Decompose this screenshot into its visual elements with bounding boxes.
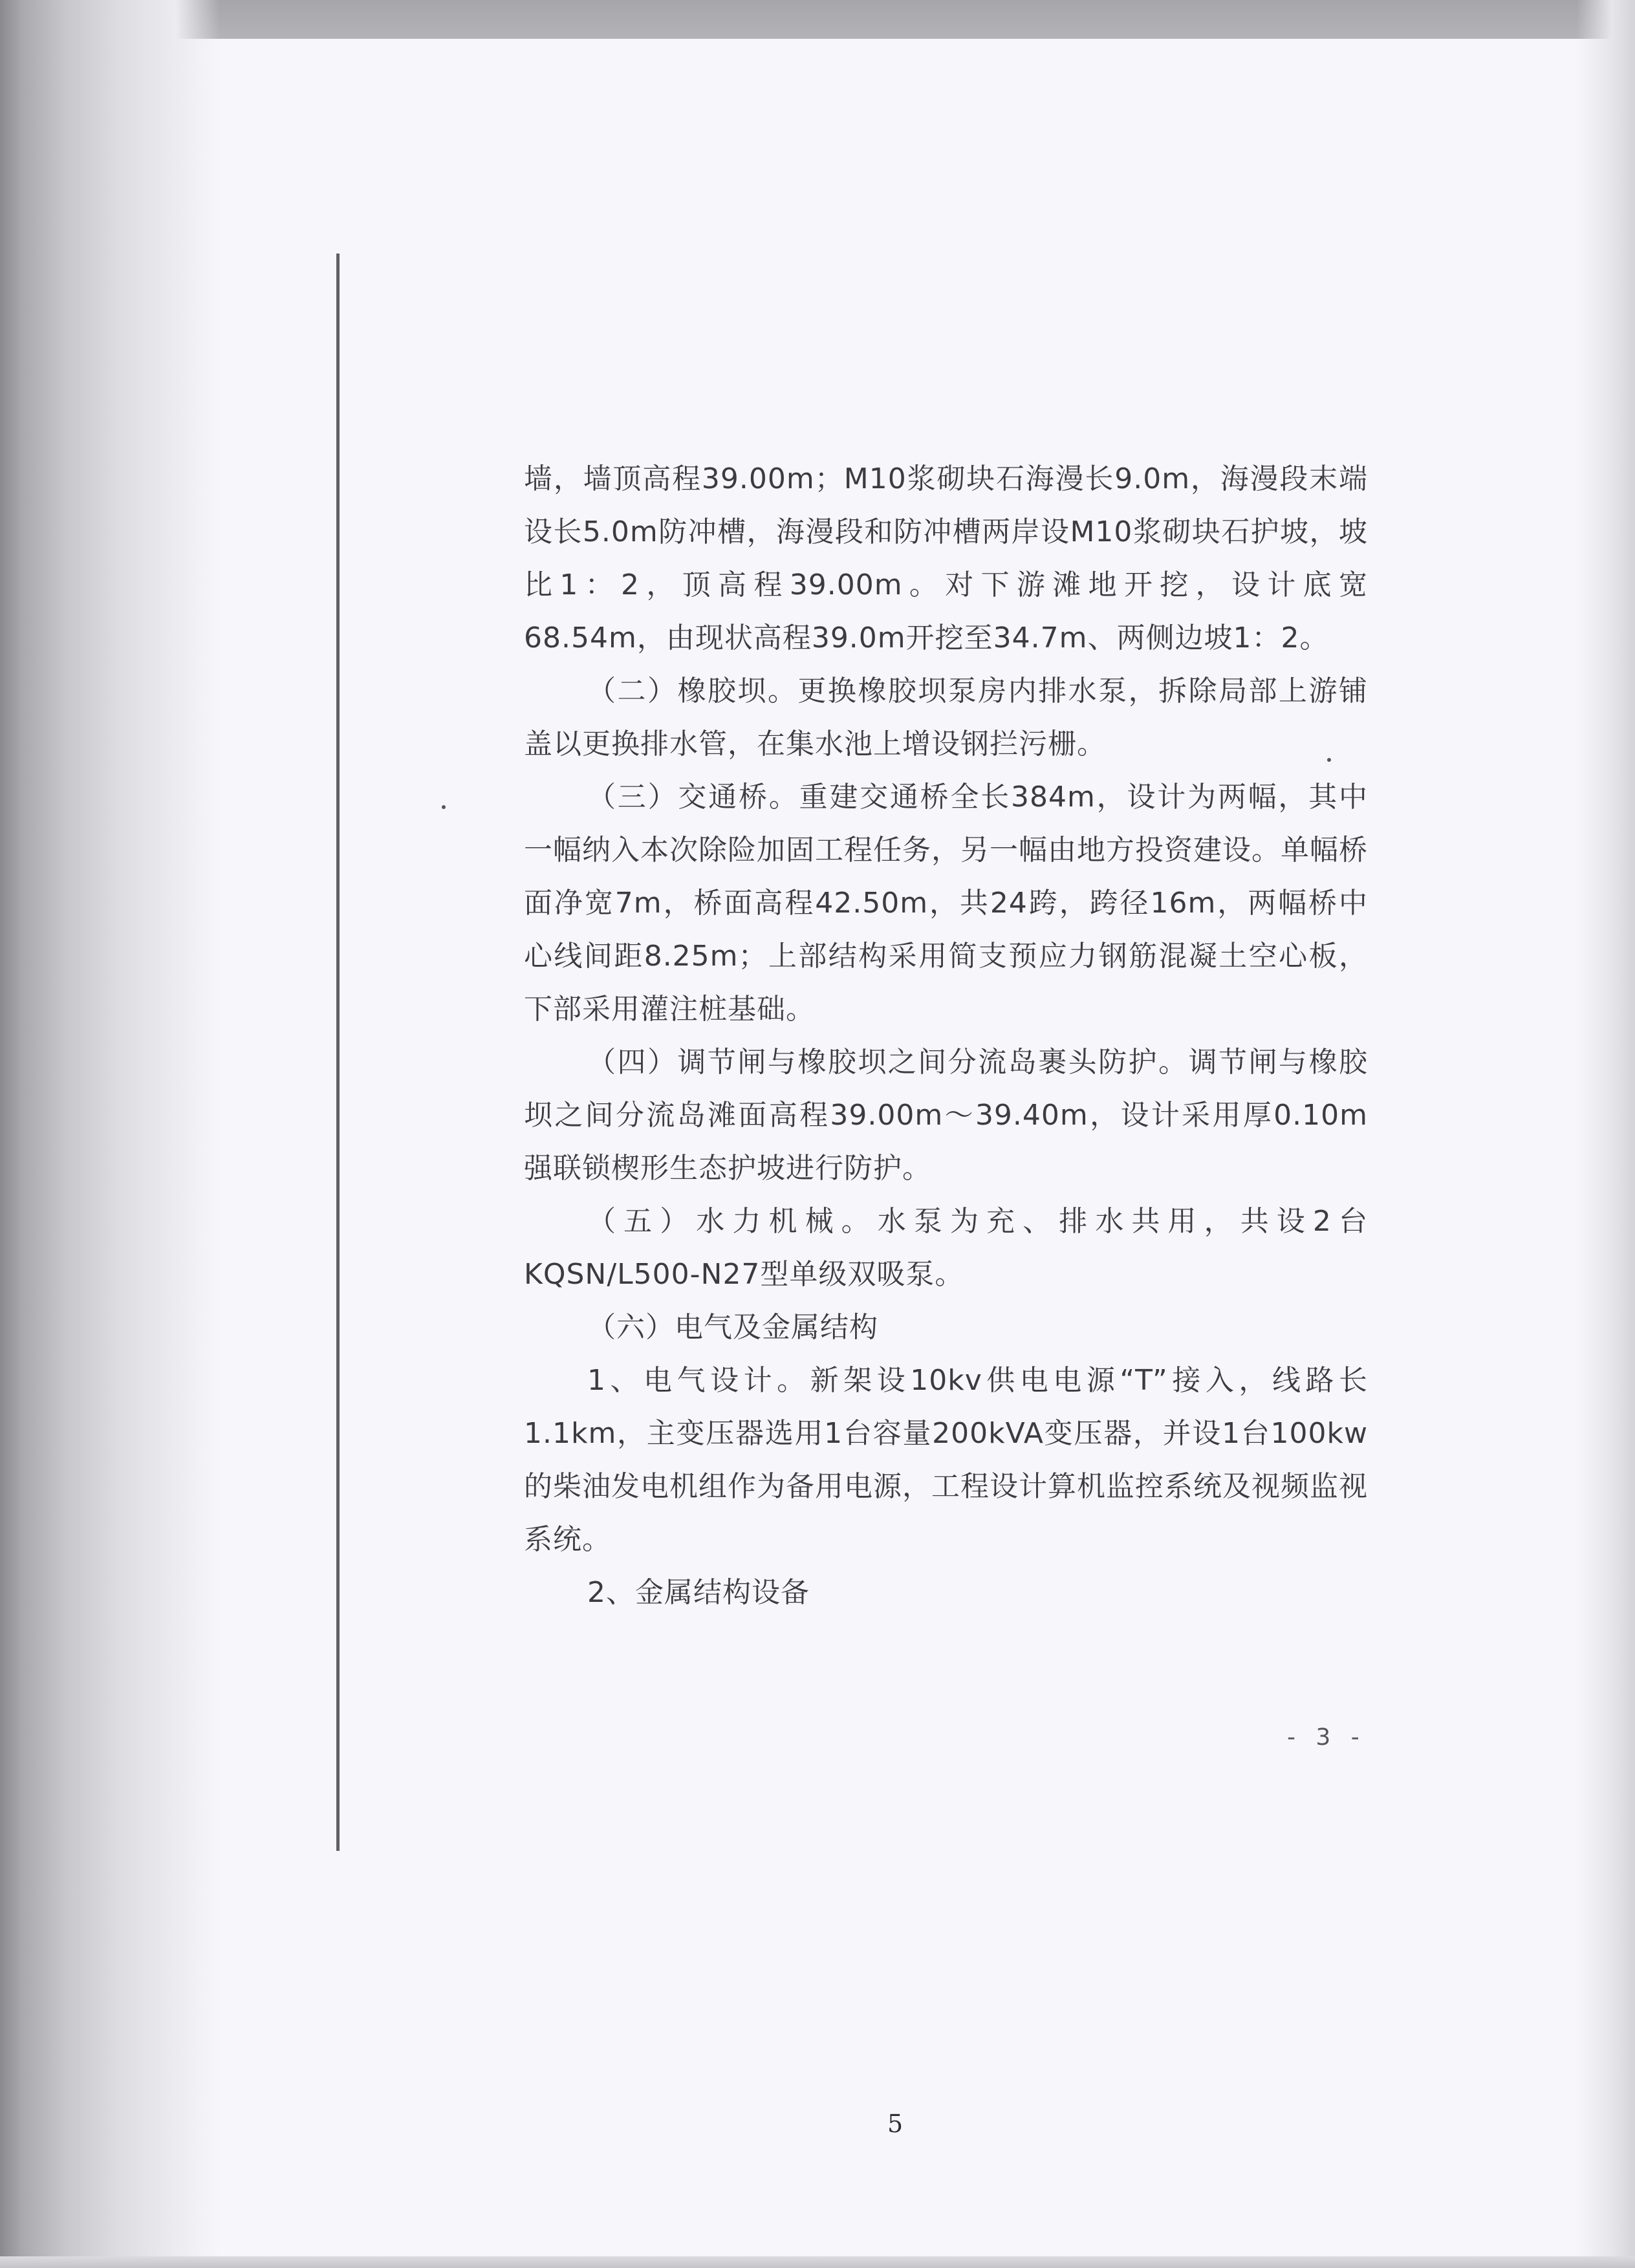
paragraph-rubber-dam: （二）橡胶坝。更换橡胶坝泵房内排水泵，拆除局部上游铺盖以更换排水管，在集水池上增设钢拦污栅。 <box>524 675 1368 761</box>
page-number-outer: 5 <box>887 2110 904 2138</box>
document-body <box>524 453 1368 1619</box>
page-right-edge-shadow <box>1577 0 1635 2268</box>
paragraph-weir-downstream: 墙，墙顶高程39.00m；M10浆砌块石海漫长9.0m，海漫段末端设长5.0m防冲槽，海漫段和防冲槽两岸设M10浆砌块石护坡，坡比1：2，顶高程39.00m。对下游滩地开挖，设计底宽68.54m，由现状高程39.0m开挖至34.7m、两侧边坡1：2。 <box>524 462 1368 654</box>
paragraph-island-protection: （四）调节闸与橡胶坝之间分流岛裹头防护。调节闸与橡胶坝之间分流岛滩面高程39.00m～39.40m，设计采用厚0.10m强联锁楔形生态护坡进行防护。 <box>524 1046 1368 1185</box>
paragraph-traffic-bridge: （三）交通桥。重建交通桥全长384m，设计为两幅，其中一幅纳入本次除险加固工程任务，另一幅由地方投资建设。单幅桥面净宽7m，桥面高程42.50m，共24跨，跨径16m，两幅桥中心线间距8.25m；上部结构采用简支预应力钢筋混凝土空心板，下部采用灌注桩基础。 <box>524 781 1368 1026</box>
page-number-inner: - 3 - <box>1287 1724 1366 1751</box>
paragraph-hydraulic-machinery: （五）水力机械。水泵为充、排水共用，共设2台KQSN/L500-N27型单级双吸泵。 <box>524 1205 1368 1291</box>
paragraph-electrical-design: 1、电气设计。新架设10kv供电电源“T”接入，线路长1.1km，主变压器选用1台容量200kVA变压器，并设1台100kw的柴油发电机组作为备用电源，工程设计算机监控系统及视频监视系统。 <box>524 1364 1368 1556</box>
scan-top-edge <box>0 0 1635 39</box>
heading-metal-structure: 2、金属结构设备 <box>587 1576 810 1609</box>
scan-bottom-edge <box>0 2256 1635 2268</box>
scan-speck <box>442 805 446 809</box>
binding-line <box>336 254 340 1851</box>
heading-electrical-metal: （六）电气及金属结构 <box>587 1311 878 1344</box>
book-gutter-shadow <box>0 0 220 2268</box>
